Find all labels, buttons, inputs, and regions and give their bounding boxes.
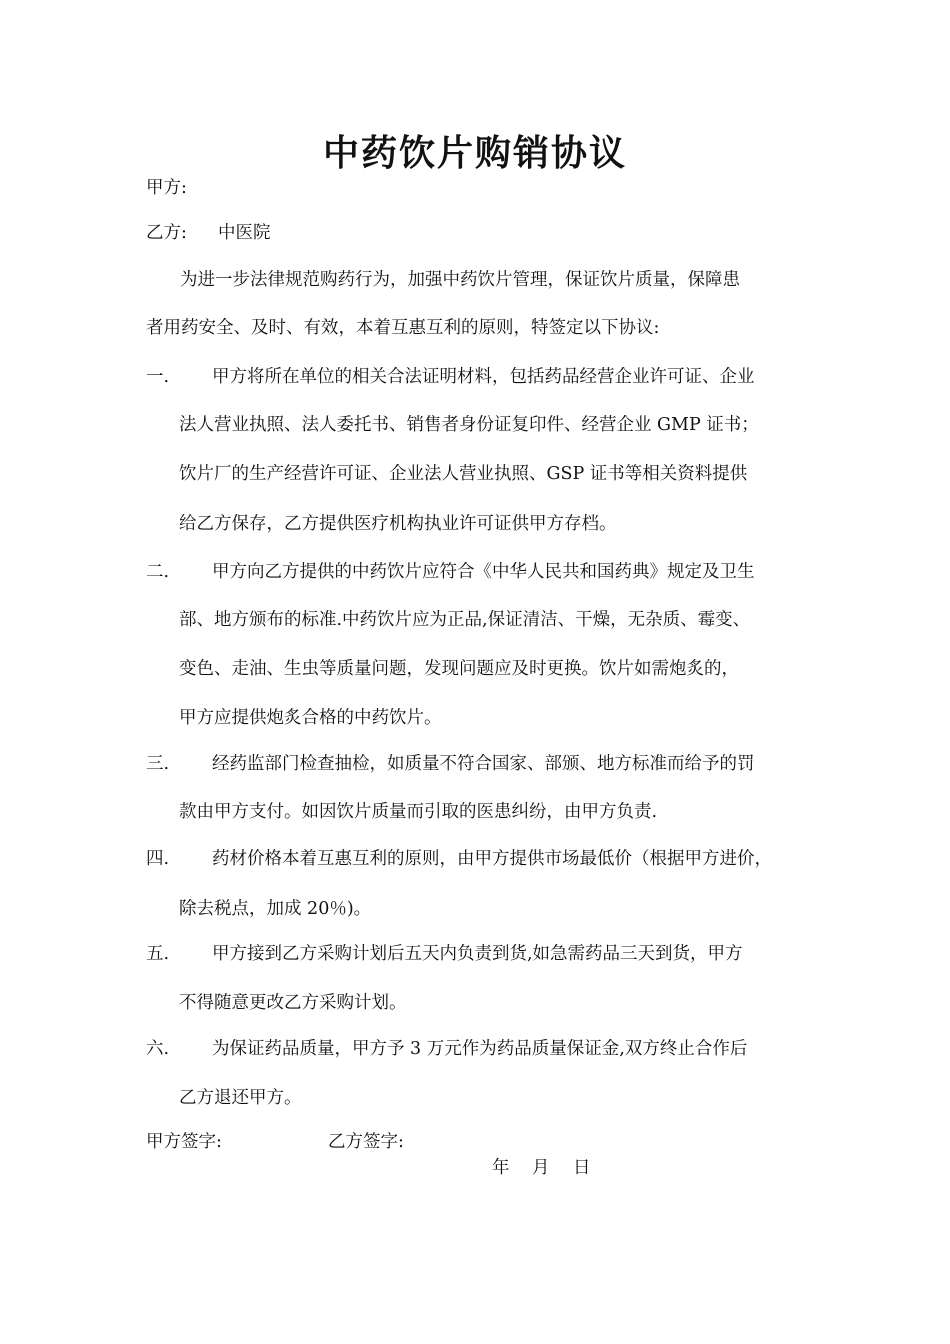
- clause-line: 款由甲方支付。如因饮片质量而引取的医患纠纷，由甲方负责.: [179, 802, 658, 822]
- party-b-signature-label: 乙方签字:: [328, 1132, 404, 1152]
- clause-line: 甲方将所在单位的相关合法证明材料，包括药品经营企业许可证、企业: [212, 367, 755, 387]
- party-a-label: 甲方:: [146, 178, 187, 198]
- clause-line: 部、地方颁布的标准.中药饮片应为正品,保证清洁、干燥，无杂质、霉变、: [179, 610, 751, 630]
- clause-line: 饮片厂的生产经营许可证、企业法人营业执照、GSP 证书等相关资料提供: [179, 464, 748, 484]
- clause-line: 甲方接到乙方采购计划后五天内负责到货,如急需药品三天到货，甲方: [212, 944, 743, 964]
- clause-line: 不得随意更改乙方采购计划。: [179, 993, 407, 1013]
- clause-line: 经药监部门检查抽检，如质量不符合国家、部颁、地方标准而给予的罚: [212, 754, 755, 774]
- clause-number: 三.: [146, 754, 170, 774]
- party-b-label: 乙方:: [146, 223, 187, 243]
- clause-line: 除去税点，加成 20％)。: [179, 899, 372, 919]
- clause-line: 给乙方保存，乙方提供医疗机构执业许可证供甲方存档。: [179, 514, 617, 534]
- document-title: 中药饮片购销协议: [322, 132, 627, 174]
- preamble-line: 为进一步法律规范购药行为，加强中药饮片管理，保证饮片质量，保障患: [180, 270, 740, 290]
- date-day: 日: [573, 1158, 591, 1178]
- clause-number: 二.: [146, 562, 170, 582]
- clause-line: 药材价格本着互惠互利的原则，由甲方提供市场最低价（根据甲方进价，: [212, 849, 772, 869]
- clause-line: 为保证药品质量，甲方予 3 万元作为药品质量保证金,双方终止合作后: [212, 1039, 748, 1059]
- date-year: 年: [492, 1158, 510, 1178]
- preamble-line: 者用药安全、及时、有效，本着互惠互利的原则，特签定以下协议:: [146, 318, 660, 338]
- party-a-signature-label: 甲方签字:: [146, 1132, 222, 1152]
- clause-number: 五.: [146, 944, 170, 964]
- clause-number: 四.: [146, 849, 170, 869]
- clause-line: 甲方应提供炮炙合格的中药饮片。: [179, 708, 442, 728]
- clause-number: 六.: [146, 1039, 170, 1059]
- party-a: [146, 176, 187, 200]
- date-month: 月: [532, 1158, 550, 1178]
- clause-line: 乙方退还甲方。: [179, 1088, 302, 1108]
- clause-line: 甲方向乙方提供的中药饮片应符合《中华人民共和国药典》规定及卫生: [212, 562, 755, 582]
- party-b: [146, 221, 187, 245]
- party-b-value: 中医院: [218, 223, 271, 243]
- clause-line: 法人营业执照、法人委托书、销售者身份证复印件、经营企业 GMP 证书；: [179, 415, 759, 435]
- clause-number: 一.: [146, 367, 170, 387]
- clause-line: 变色、走油、生虫等质量问题，发现问题应及时更换。饮片如需炮炙的，: [179, 659, 739, 679]
